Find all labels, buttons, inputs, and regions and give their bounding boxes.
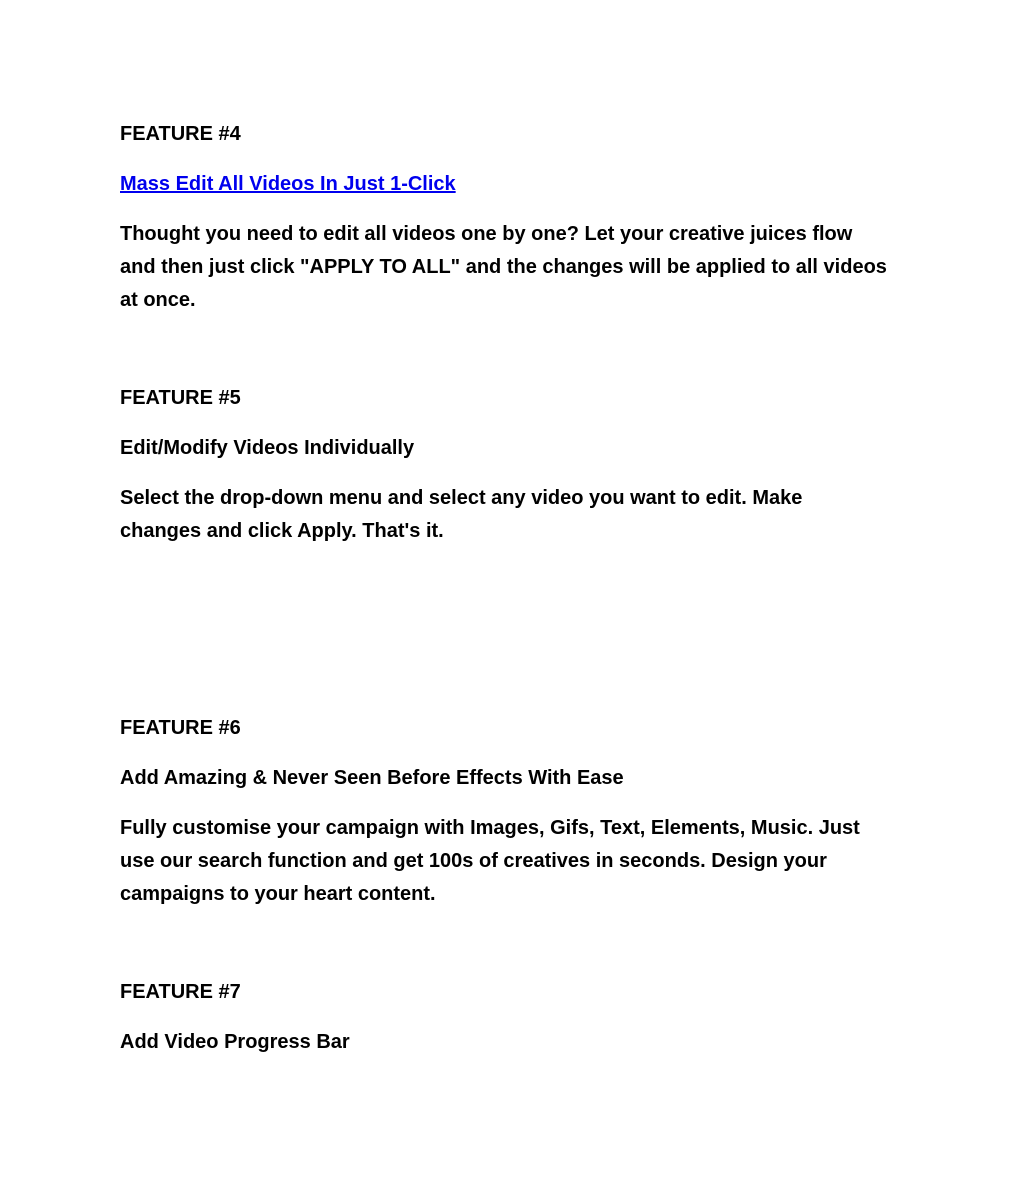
feature-6-heading: FEATURE #6 (120, 717, 241, 739)
feature-4-description-line: at once. (120, 289, 196, 311)
feature-4-description (120, 218, 900, 317)
feature-5-description-line: changes and click Apply. That's it. (120, 520, 444, 542)
feature-5-description (120, 482, 900, 548)
feature-6-description-line: campaigns to your heart content. (120, 883, 436, 905)
feature-7-title: Add Video Progress Bar (120, 1031, 350, 1053)
feature-6-description-line: use our search function and get 100s of creatives in seconds. Design your (120, 850, 827, 872)
feature-4-description-line: and then just click "APPLY TO ALL" and the changes will be applied to all videos (120, 256, 887, 278)
feature-4-description-line: Thought you need to edit all videos one by one? Let your creative juices flow (120, 223, 853, 245)
feature-7-heading: FEATURE #7 (120, 981, 241, 1003)
feature-4-heading: FEATURE #4 (120, 123, 241, 145)
feature-5-title: Edit/Modify Videos Individually (120, 437, 415, 459)
feature-4-title-link[interactable]: Mass Edit All Videos In Just 1-Click (120, 173, 456, 195)
feature-6-description (120, 812, 900, 911)
feature-6-title: Add Amazing & Never Seen Before Effects With Ease (120, 767, 624, 789)
feature-5-description-line: Select the drop-down menu and select any video you want to edit. Make (120, 487, 803, 509)
feature-6-description-line: Fully customise your campaign with Images, Gifs, Text, Elements, Music. Just (120, 817, 860, 839)
feature-5-heading: FEATURE #5 (120, 387, 241, 409)
